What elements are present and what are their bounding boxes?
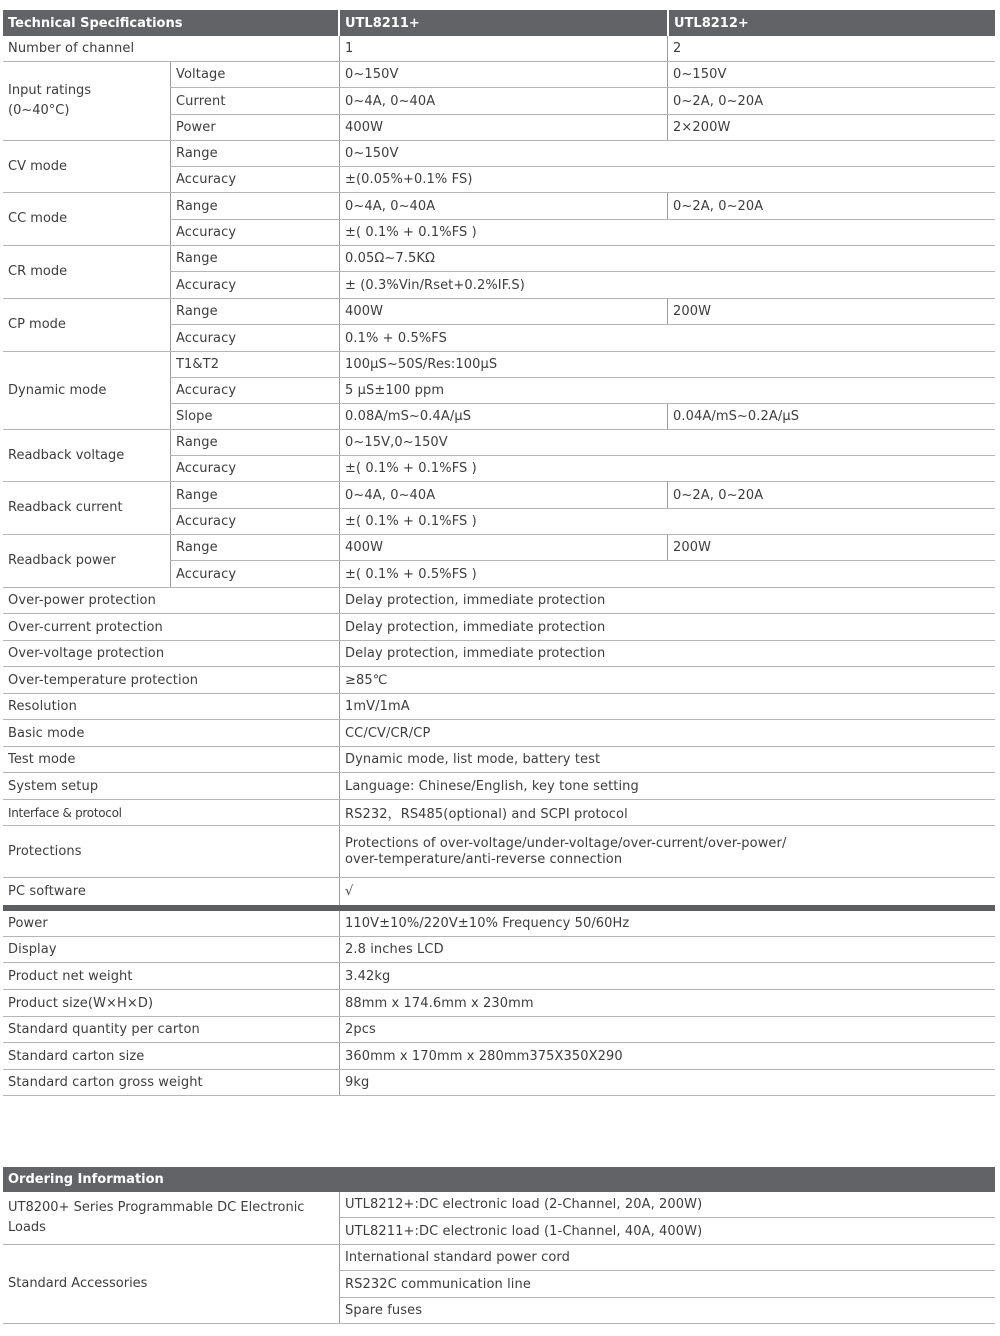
table-row [3, 1043, 995, 1070]
sub-label: Slope [170, 404, 339, 429]
header-model-a: UTL8211+ [338, 10, 667, 36]
table-row [3, 773, 995, 800]
table-row [170, 193, 995, 220]
row-label: Over-voltage protection [8, 646, 165, 661]
value-model-b: 2×200W [667, 115, 995, 140]
row-value: 1mV/1mA [339, 694, 995, 719]
row-value: 110V±10%/220V±10% Frequency 50/60Hz [339, 911, 995, 936]
row-label: Over-temperature protection [8, 672, 199, 688]
value-model-a: 0~4A, 0~40A [339, 482, 667, 508]
value-shared: 0.1% + 0.5%FS [339, 325, 995, 351]
table-row [3, 614, 995, 641]
row-label: Resolution [8, 699, 77, 714]
sub-label: Accuracy [170, 509, 339, 534]
value-model-a: 400W [339, 535, 667, 560]
value-shared: 0~150V [339, 141, 995, 166]
row-value: Delay protection, immediate protection [339, 641, 995, 666]
check-mark-icon: √ [339, 878, 995, 905]
row-label: Basic mode [8, 725, 85, 741]
table-row [339, 1245, 995, 1271]
order-item: UTL8212+:DC electronic load (2-Channel, 20A, 200W) [339, 1192, 995, 1217]
sub-label: Accuracy [170, 220, 339, 245]
value-model-a: 400W [339, 115, 667, 140]
group-label-cp-mode [3, 299, 170, 352]
group-label-readback-power [3, 535, 170, 588]
value-model-b: 0~2A, 0~20A [667, 482, 995, 508]
value-model-b: 2 [667, 36, 995, 61]
row-value [339, 826, 995, 877]
sub-label: Current [170, 88, 339, 114]
row-label: Over-current protection [8, 619, 163, 635]
table-row [3, 963, 995, 990]
table-row [170, 482, 995, 509]
value-model-b: 200W [667, 535, 995, 560]
sub-label: Range [170, 246, 339, 271]
value-shared: ±(0.05%+0.1% FS) [339, 167, 995, 192]
table-row [3, 588, 995, 614]
table-row [170, 352, 995, 378]
table-row [170, 561, 995, 588]
protections-value-line2: over-temperature/anti-reverse connection [345, 851, 623, 867]
table-row [3, 826, 995, 878]
table-row [3, 720, 995, 747]
value-model-b: 0~150V [667, 62, 995, 87]
row-label: Standard carton size [8, 1048, 145, 1064]
value-model-a: 0.08A/mS~0.4A/μS [339, 404, 667, 429]
table-row [3, 878, 995, 905]
table-row [170, 88, 995, 115]
row-label: Protections [8, 844, 82, 859]
table-row [339, 1271, 995, 1298]
ordering-information-table [3, 1167, 995, 1325]
group-label-input-ratings [3, 62, 170, 141]
table-row [3, 911, 995, 937]
row-value: 2pcs [339, 1017, 995, 1042]
row-value: Delay protection, immediate protection [339, 614, 995, 640]
group-label: Readback current [8, 500, 123, 515]
group-label-readback-voltage [3, 430, 170, 482]
table-row [3, 990, 995, 1017]
table-row [339, 1298, 995, 1324]
value-model-b: 200W [667, 299, 995, 324]
sub-label: Range [170, 141, 339, 166]
value-model-b: 0~2A, 0~20A [667, 193, 995, 219]
row-label: Test mode [8, 752, 76, 767]
group-label: UT8200+ Series Programmable DC Electronic Loads [8, 1200, 305, 1235]
value-shared: ±( 0.1% + 0.1%FS ) [339, 509, 995, 534]
group-label: Standard Accessories [8, 1276, 148, 1291]
group-label-cv-mode [3, 141, 170, 193]
sub-label: Range [170, 430, 339, 455]
input-ratings-label-line2: (0~40°C) [8, 103, 70, 118]
value-model-a: 0~4A, 0~40A [339, 88, 667, 114]
group-label: CR mode [8, 264, 68, 279]
protections-value-line1: Protections of over-voltage/under-voltage/over-current/over-power/ [345, 835, 787, 851]
table-row [3, 694, 995, 720]
row-label: Over-power protection [8, 593, 156, 608]
sub-label: Power [170, 115, 339, 140]
order-item: UTL8211+:DC electronic load (1-Channel, 40A, 400W) [339, 1218, 995, 1244]
group-label-cr-mode [3, 246, 170, 299]
table-row [3, 800, 995, 826]
table-row [170, 62, 995, 88]
group-label-readback-current [3, 482, 170, 535]
table-row [170, 141, 995, 167]
table-row [170, 456, 995, 482]
group-label: Readback power [8, 553, 116, 568]
table-row [170, 509, 995, 535]
table-row [339, 1218, 995, 1245]
row-label: Product size(W×H×D) [8, 995, 154, 1011]
sub-label: T1&T2 [170, 352, 339, 377]
group-label-accessories [3, 1245, 339, 1324]
sub-label: Accuracy [170, 378, 339, 403]
value-shared: 5 μS±100 ppm [339, 378, 995, 403]
value-shared: 100μS~50S/Res:100μS [339, 352, 995, 377]
table-row [3, 36, 995, 62]
row-value: 3.42kg [339, 963, 995, 989]
row-value: 88mm x 174.6mm x 230mm [339, 990, 995, 1016]
row-label: System setup [8, 778, 99, 794]
group-label-dynamic-mode [3, 352, 170, 430]
sub-label: Accuracy [170, 167, 339, 192]
ordering-header-title: Ordering Information [8, 1172, 164, 1187]
row-label: Number of channel [8, 41, 135, 56]
table-row [170, 299, 995, 325]
value-shared: ± (0.3%Vin/Rset+0.2%IF.S) [339, 272, 995, 298]
header-title: Technical Specifications [8, 15, 183, 31]
row-value: 9kg [339, 1070, 995, 1095]
sub-label: Voltage [170, 62, 339, 87]
value-model-a: 0~4A, 0~40A [339, 193, 667, 219]
spec-table-header [3, 10, 995, 36]
row-value: Delay protection, immediate protection [339, 588, 995, 613]
sub-label: Accuracy [170, 272, 339, 298]
accessory-item: Spare fuses [339, 1298, 995, 1323]
table-row [170, 220, 995, 246]
row-value: Dynamic mode, list mode, battery test [339, 747, 995, 772]
table-row [170, 430, 995, 456]
value-model-a: 0~150V [339, 62, 667, 87]
table-row [170, 115, 995, 141]
row-value: Language: Chinese/English, key tone setting [339, 773, 995, 799]
table-row [170, 404, 995, 430]
group-label: Readback voltage [8, 447, 125, 463]
row-value: 360mm x 170mm x 280mm375X350X290 [339, 1043, 995, 1069]
row-label: Product net weight [8, 968, 133, 984]
row-label: Standard quantity per carton [8, 1022, 200, 1037]
table-row [3, 667, 995, 694]
sub-label: Accuracy [170, 561, 339, 587]
row-value: CC/CV/CR/CP [339, 720, 995, 746]
table-row [170, 272, 995, 299]
row-label: Interface & protocol [8, 805, 122, 820]
table-row [170, 378, 995, 404]
table-row [339, 1192, 995, 1218]
value-shared: ±( 0.1% + 0.5%FS ) [339, 561, 995, 587]
value-model-a: 400W [339, 299, 667, 324]
table-row [170, 535, 995, 561]
sub-label: Accuracy [170, 325, 339, 351]
group-label-series [3, 1192, 339, 1245]
accessory-item: International standard power cord [339, 1245, 995, 1270]
group-label: Dynamic mode [8, 382, 107, 398]
group-label-cc-mode [3, 193, 170, 246]
value-shared: ±( 0.1% + 0.1%FS ) [339, 456, 995, 481]
table-row [3, 1070, 995, 1096]
value-model-b: 0~2A, 0~20A [667, 88, 995, 114]
row-label: Standard carton gross weight [8, 1075, 203, 1090]
value-shared: 0~15V,0~150V [339, 430, 995, 455]
sub-label: Range [170, 535, 339, 560]
row-value: RS232，RS485(optional) and SCPI protocol [339, 800, 995, 825]
table-row [170, 325, 995, 352]
value-shared: ±( 0.1% + 0.1%FS ) [339, 220, 995, 245]
value-shared: 0.05Ω~7.5KΩ [339, 246, 995, 271]
row-label: Power [8, 916, 48, 931]
group-label: CV mode [8, 158, 67, 174]
row-label: Display [8, 942, 57, 957]
table-row [3, 747, 995, 773]
row-value: 2.8 inches LCD [339, 937, 995, 962]
table-row [170, 246, 995, 272]
sub-label: Accuracy [170, 456, 339, 481]
sub-label: Range [170, 193, 339, 219]
table-row [3, 1017, 995, 1043]
table-row [3, 641, 995, 667]
header-model-b: UTL8212+ [667, 10, 995, 36]
ordering-table-header [3, 1167, 995, 1192]
sub-label: Range [170, 482, 339, 508]
group-label: CP mode [8, 317, 66, 332]
row-label: PC software [8, 884, 86, 899]
technical-specifications-table [3, 10, 995, 1100]
input-ratings-label-line1: Input ratings [8, 83, 92, 98]
row-value: ≥85℃ [339, 667, 995, 693]
value-model-b: 0.04A/mS~0.2A/μS [667, 404, 995, 429]
sub-label: Range [170, 299, 339, 324]
accessory-item: RS232C communication line [339, 1271, 995, 1297]
table-row [3, 937, 995, 963]
group-label: CC mode [8, 211, 68, 226]
value-model-a: 1 [339, 36, 667, 61]
table-row [170, 167, 995, 193]
